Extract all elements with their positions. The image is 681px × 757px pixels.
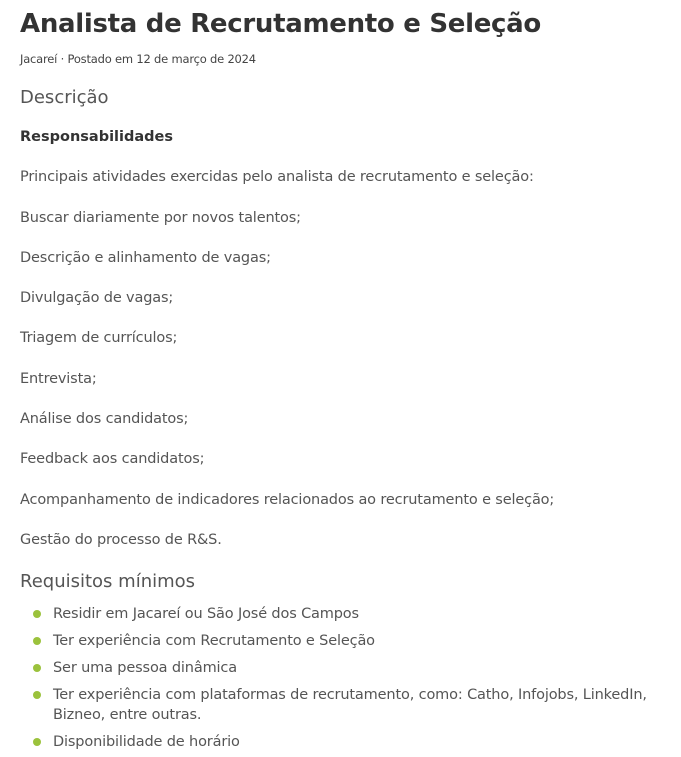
page-title: Analista de Recrutamento e Seleção: [20, 9, 541, 39]
requirement-text: Residir em Jacareí ou São José dos Campos: [53, 605, 359, 622]
paragraph: Feedback aos candidatos;: [20, 451, 205, 468]
responsibilities-list: [20, 167, 681, 550]
paragraph: Entrevista;: [20, 370, 97, 387]
bullet-icon: [33, 610, 41, 618]
bullet-icon: [33, 691, 41, 699]
bullet-icon: [33, 664, 41, 672]
responsibilities-heading: Responsabilidades: [20, 129, 174, 145]
requirements-heading: Requisitos mínimos: [20, 570, 196, 592]
list-item: [20, 658, 681, 678]
requirement-text: Ter experiência com plataformas de recrutamento, como: Catho, Infojobs, LinkedIn, Bizneo, entre outras.: [53, 686, 647, 723]
paragraph: Principais atividades exercidas pelo analista de recrutamento e seleção:: [20, 169, 534, 186]
requirement-text: Ter experiência com Recrutamento e Seleção: [53, 632, 375, 649]
list-item: [20, 631, 681, 651]
bullet-icon: [33, 738, 41, 746]
list-item: [20, 732, 681, 752]
requirement-text: Ser uma pessoa dinâmica: [53, 659, 237, 676]
paragraph: Gestão do processo de R&S.: [20, 531, 222, 548]
paragraph: Triagem de currículos;: [20, 330, 178, 347]
requirements-list: [20, 604, 681, 752]
bullet-icon: [33, 637, 41, 645]
list-item: [20, 604, 681, 624]
paragraph: Análise dos candidatos;: [20, 411, 189, 428]
list-item: [20, 685, 681, 725]
paragraph: Acompanhamento de indicadores relacionados ao recrutamento e seleção;: [20, 491, 555, 508]
description-heading: Descrição: [20, 87, 109, 108]
paragraph: Buscar diariamente por novos talentos;: [20, 209, 301, 226]
paragraph: Descrição e alinhamento de vagas;: [20, 249, 271, 266]
paragraph: Divulgação de vagas;: [20, 290, 174, 307]
requirement-text: Disponibilidade de horário: [53, 733, 240, 750]
job-meta: Jacareí · Postado em 12 de março de 2024: [20, 52, 256, 66]
